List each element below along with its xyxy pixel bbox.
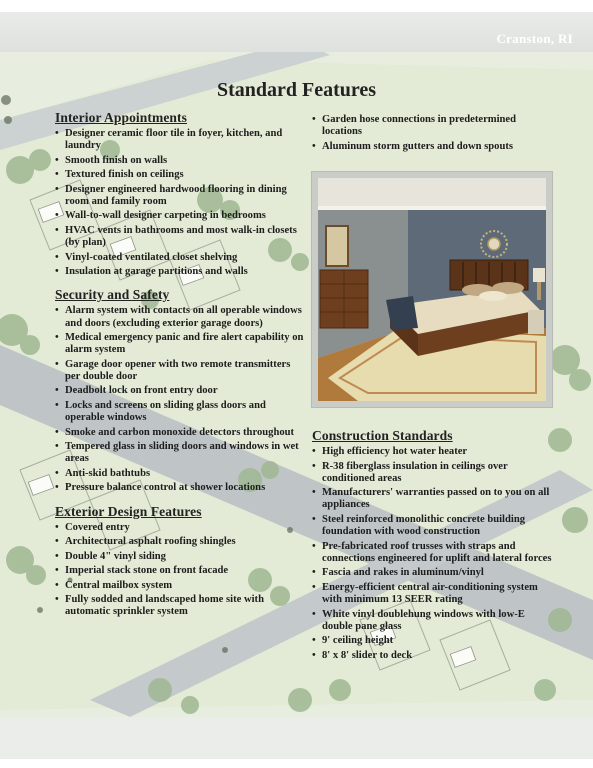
feature-item: • HVAC vents in bathrooms and most walk-in closets (by plan) xyxy=(55,225,305,249)
feature-item: • Pressure balance control at shower locations xyxy=(55,482,305,494)
feature-item: • Locks and screens on sliding glass doors and operable windows xyxy=(55,400,305,424)
feature-item: • Vinyl-coated ventilated closet shelving xyxy=(55,252,305,264)
section-construction-standards xyxy=(312,428,557,662)
feature-list-exterior xyxy=(55,522,305,619)
section-title-exterior: Exterior Design Features xyxy=(55,503,202,519)
page-title: Standard Features xyxy=(216,79,377,101)
feature-item: • Medical emergency panic and fire alert capability on alarm system xyxy=(55,332,305,356)
feature-item: • R-38 fiberglass insulation in ceilings over conditioned areas xyxy=(312,461,557,485)
section-interior-appointments xyxy=(55,110,305,278)
feature-item: • Alarm system with contacts on all operable windows and doors (excluding exterior garage doors) xyxy=(55,305,305,329)
feature-item: • Wall-to-wall designer carpeting in bedrooms xyxy=(55,210,305,222)
feature-item: • Pre-fabricated roof trusses with straps and connections engineered for uplift and lateral forces xyxy=(312,541,557,565)
feature-item: • Manufacturers' warranties passed on to you on all appliances xyxy=(312,487,557,511)
feature-item: • Central mailbox system xyxy=(55,580,305,592)
section-exterior-design xyxy=(55,504,305,619)
feature-list-exterior-continued xyxy=(312,114,552,153)
feature-item: • Deadbolt lock on front entry door xyxy=(55,385,305,397)
feature-item: • Fascia and rakes in aluminum/vinyl xyxy=(312,567,557,579)
feature-item: • 9' ceiling height xyxy=(312,635,557,647)
feature-item: • Imperial stack stone on front facade xyxy=(55,565,305,577)
feature-item: • Covered entry xyxy=(55,522,305,534)
feature-item: • Steel reinforced monolithic concrete building foundation with wood construction xyxy=(312,514,557,538)
feature-list-interior xyxy=(55,128,305,278)
feature-item: • Garden hose connections in predetermined locations xyxy=(312,114,552,138)
section-title-interior: Interior Appointments xyxy=(55,110,187,125)
bedroom-photo xyxy=(318,178,546,401)
feature-item: • Anti-skid bathtubs xyxy=(55,468,305,480)
feature-item: • Textured finish on ceilings xyxy=(55,169,305,181)
feature-item: • Designer engineered hardwood flooring in dining room and family room xyxy=(55,184,305,208)
left-column xyxy=(55,110,305,627)
feature-list-security xyxy=(55,305,305,494)
feature-list-construction xyxy=(312,446,557,662)
feature-item: • 8' x 8' slider to deck xyxy=(312,650,557,662)
feature-item: • Energy-efficient central air-conditioning system with minimum 13 SEER rating xyxy=(312,582,557,606)
feature-item: • Garage door opener with two remote transmitters per double door xyxy=(55,359,305,383)
header-city-label: Cranston, RI xyxy=(496,31,573,46)
feature-item: • Aluminum storm gutters and down spouts xyxy=(312,141,552,153)
footer-band xyxy=(0,717,593,759)
right-column-top xyxy=(312,114,552,155)
feature-item: • Smoke and carbon monoxide detectors throughout xyxy=(55,427,305,439)
right-column-bottom xyxy=(312,428,557,671)
section-title-construction: Construction Standards xyxy=(312,428,453,443)
feature-item: • Double 4" vinyl siding xyxy=(55,551,305,563)
feature-item: • Fully sodded and landscaped home site with automatic sprinkler system xyxy=(55,594,305,618)
feature-item: • Tempered glass in sliding doors and windows in wet areas xyxy=(55,441,305,465)
section-security-safety xyxy=(55,287,305,494)
feature-item: • Designer ceramic floor tile in foyer, kitchen, and laundry xyxy=(55,128,305,152)
bedroom-photo-frame xyxy=(312,172,552,407)
feature-item: • Insulation at garage partitions and walls xyxy=(55,266,305,278)
feature-item: • High efficiency hot water heater xyxy=(312,446,557,458)
feature-item: • White vinyl doublehung windows with low-E double pane glass xyxy=(312,609,557,633)
feature-item: • Architectural asphalt roofing shingles xyxy=(55,536,305,548)
section-title-security: Security and Safety xyxy=(55,287,170,303)
feature-item: • Smooth finish on walls xyxy=(55,155,305,167)
